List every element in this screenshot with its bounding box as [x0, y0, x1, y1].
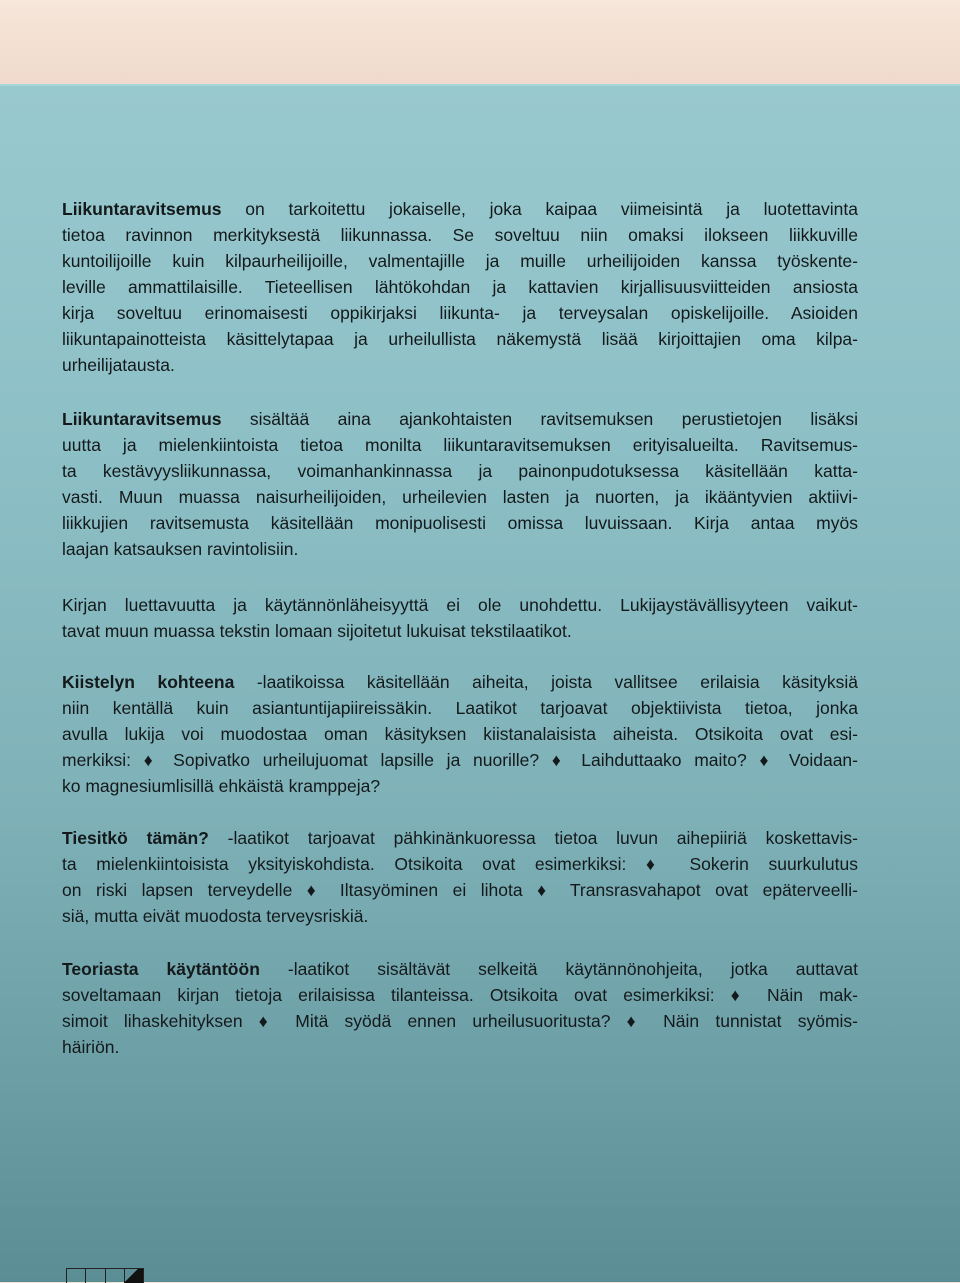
text-line	[62, 1034, 858, 1060]
line-text: urheilijatausta.	[62, 355, 175, 375]
line-text: merkiksi: ♦ Sopivatko urheilujuomat lapsille ja nuorille? ♦ Laihduttaako maito? ♦ Voidaan-	[62, 750, 858, 770]
line-text: -laatikot sisältävät selkeitä käytännönohjeita, jotka auttavat	[259, 959, 859, 979]
paragraph	[62, 956, 858, 1060]
line-text: häiriön.	[62, 1037, 120, 1057]
text-line	[62, 352, 858, 378]
line-text: on riski lapsen terveydelle ♦ Iltasyöminen ei lihota ♦ Transrasvahapot ovat epäterveelli-	[62, 880, 858, 900]
text-line	[62, 274, 858, 300]
paragraph-lead: Teoriasta käytäntöön	[62, 959, 260, 979]
line-text: liikkujien ravitsemusta käsitellään monipuolisesti omissa luvuissaan. Kirja antaa myös	[62, 513, 858, 533]
paragraph-lead: Tiesitkö tämän?	[62, 828, 209, 848]
line-text: leville ammattilaisille. Tieteellisen lähtökohdan ja kattavien kirjallisuusviitteiden ansiosta	[62, 277, 858, 297]
text-line	[62, 300, 858, 326]
line-text: uutta ja mielenkiintoista tietoa monilta liikuntaravitsemuksen erityisalueilta. Ravitsemus-	[62, 435, 858, 455]
paragraph-lead: Liikuntaravitsemus	[62, 409, 222, 429]
background-wall	[0, 0, 960, 90]
text-line	[62, 903, 858, 929]
text-line	[62, 851, 858, 877]
paragraph-lead: Liikuntaravitsemus	[62, 199, 222, 219]
text-line	[62, 536, 858, 562]
line-text: -laatikoissa käsitellään aiheita, joista vallitsee erilaisia käsityksiä	[234, 672, 858, 692]
line-text: kirja soveltuu erinomaisesti oppikirjaksi liikunta- ja terveysalan opiskelijoille. Asioiden	[62, 303, 858, 323]
line-text: simoit lihaskehityksen ♦ Mitä syödä ennen urheilusuoritusta? ♦ Näin tunnistat syömis-	[62, 1011, 858, 1031]
paragraph	[62, 196, 858, 378]
publisher-logo	[66, 1268, 144, 1283]
text-line	[62, 196, 858, 222]
line-text: niin kentällä kuin asiantuntijapiireissäkin. Laatikot tarjoavat objektiivista tietoa, jonka	[62, 698, 858, 718]
text-line	[62, 695, 858, 721]
text-line	[62, 592, 858, 618]
text-line	[62, 956, 858, 982]
text-line	[62, 484, 858, 510]
paragraph	[62, 592, 858, 644]
line-text: ta mielenkiintoisista yksityiskohdista. Otsikoita ovat esimerkiksi: ♦ Sokerin suurkulutus	[62, 854, 858, 874]
text-line	[62, 510, 858, 536]
line-text: ta kestävyysliikunnassa, voimanhankinnassa ja painonpudotuksessa käsitellään katta-	[62, 461, 858, 481]
line-text: liikuntapainotteista käsittelytapaa ja urheilullista näkemystä lisää kirjoittajien oma kilpa-	[62, 329, 858, 349]
line-text: avulla lukija voi muodostaa oman käsityksen kiistanalaisista aiheista. Otsikoita ovat esi-	[62, 724, 858, 744]
line-text: -laatikot tarjoavat pähkinänkuoressa tietoa luvun aihepiiriä koskettavis-	[208, 828, 858, 848]
text-line	[62, 326, 858, 352]
paragraph	[62, 825, 858, 929]
line-text: tietoa ravinnon merkityksestä liikunnassa. Se soveltuu niin omaksi ilokseen liikkuville	[62, 225, 858, 245]
text-line	[62, 458, 858, 484]
text-line	[62, 222, 858, 248]
line-text: tavat muun muassa tekstin lomaan sijoitetut lukuisat tekstilaatikot.	[62, 621, 572, 641]
text-line	[62, 669, 858, 695]
text-line	[62, 406, 858, 432]
text-line	[62, 248, 858, 274]
paragraph	[62, 406, 858, 562]
line-text: ko magnesiumlisillä ehkäistä kramppeja?	[62, 776, 381, 796]
text-line	[62, 432, 858, 458]
line-text: vasti. Muun muassa naisurheilijoiden, urheilevien lasten ja nuorten, ja ikääntyvien aktiivi-	[62, 487, 858, 507]
text-line	[62, 982, 858, 1008]
line-text: laajan katsauksen ravintolisiin.	[62, 539, 299, 559]
text-line	[62, 1008, 858, 1034]
line-text: soveltamaan kirjan tietoja erilaisissa tilanteissa. Otsikoita ovat esimerkiksi: ♦ Näin mak-	[62, 985, 858, 1005]
paragraph	[62, 669, 858, 799]
line-text: Kirjan luettavuutta ja käytännönläheisyyttä ei ole unohdettu. Lukijaystävällisyyteen vaikut-	[62, 595, 858, 615]
text-line	[62, 721, 858, 747]
line-text: sisältää aina ajankohtaisten ravitsemuksen perustietojen lisäksi	[221, 409, 858, 429]
text-line	[62, 825, 858, 851]
text-line	[62, 773, 858, 799]
line-text: kuntoilijoille kuin kilpaurheilijoille, valmentajille ja muille urheilijoiden kanssa työskente-	[62, 251, 858, 271]
text-line	[62, 747, 858, 773]
paragraph-lead: Kiistelyn kohteena	[62, 672, 235, 692]
text-line	[62, 877, 858, 903]
line-text: on tarkoitettu jokaiselle, joka kaipaa viimeisintä ja luotettavinta	[221, 199, 858, 219]
text-line	[62, 618, 858, 644]
line-text: siä, mutta eivät muodosta terveysriskiä.	[62, 906, 369, 926]
